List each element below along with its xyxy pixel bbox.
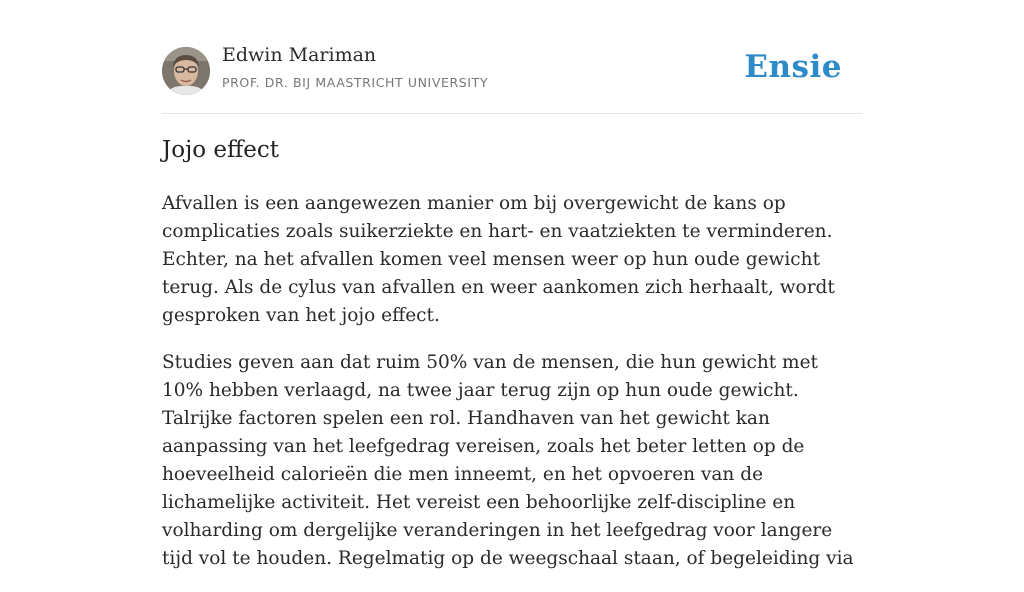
avatar[interactable] [162, 47, 210, 95]
page-container [162, 0, 862, 569]
paragraph-1: Afvallen is een aangewezen manier om bij overgewicht de kans op complicaties zoals suikerziekte en hart- en vaatziekten te verminderen. Echter, na het afvallen komen veel mensen weer op hun oude gewicht terug. Als de cylus van afvallen en weer aankomen zich herhaalt, wordt gesproken van het jojo effect. [162, 193, 835, 326]
header [162, 0, 862, 114]
article-title: Jojo effect [162, 137, 280, 163]
author-title: PROF. DR. BIJ MAASTRICHT UNIVERSITY [222, 75, 489, 90]
author-name[interactable]: Edwin Mariman [222, 44, 377, 66]
article-body [162, 190, 862, 592]
brand-logo[interactable]: Ensie [744, 49, 842, 85]
author-photo [162, 47, 210, 95]
paragraph-2: Studies geven aan dat ruim 50% van de mensen, die hun gewicht met 10% hebben verlaagd, na twee jaar terug zijn op hun oude gewicht. Talrijke factoren spelen een rol. Handhaven van het gewicht kan aanpassing van het leefgedrag vereisen, zoals het beter letten op de hoeveelheid calorieën die men inneemt, en het opvoeren van de lichamelijke activiteit. Het vereist een behoorlijke zelf-discipline en volharding om dergelijke veranderingen in het leefgedrag voor langere tijd vol te houden. Regelmatig op de weegschaal staan, of begeleiding via [162, 352, 854, 569]
